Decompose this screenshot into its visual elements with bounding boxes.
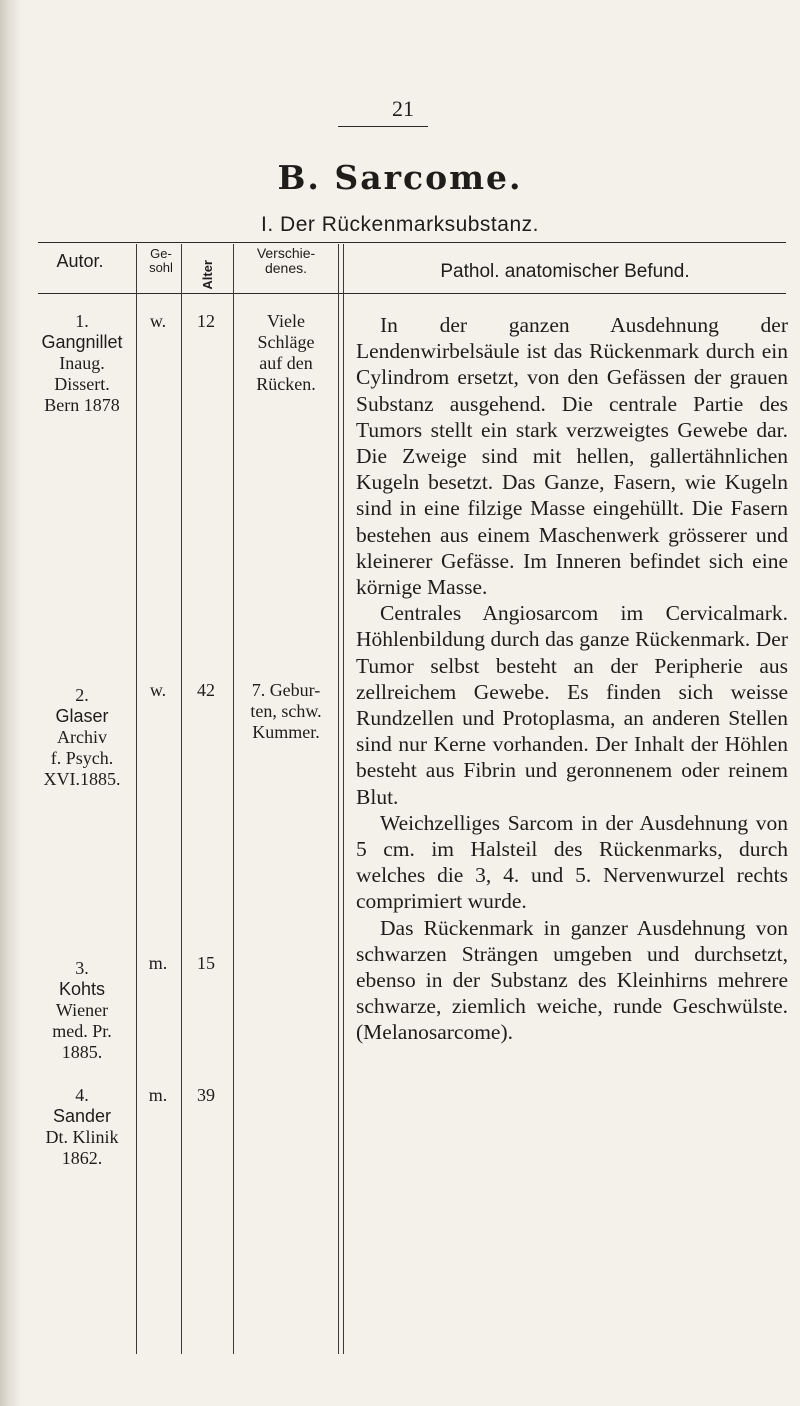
row-1-source-line2: Dissert.	[54, 374, 110, 394]
row-2-autor	[30, 685, 134, 790]
row-3-number: 3.	[75, 958, 89, 978]
column-divider-befund-a	[338, 244, 339, 1354]
befund-paragraph-1: In der ganzen Ausdehnung der Lendenwirbelsäule ist das Rückenmark durch ein Cylindrom ersetzt, von den Gefässen der grauen Substanz ausgehend. Die centrale Partie des Tumors stellt ein stark verzweigtes Gewebe dar. Die Zweige sind mit hellen, gallertähnlichen Kugeln besetzt. Das Ganze, Fasern, wie Kugeln sind in eine filzige Masse eingehüllt. Die Fasern bestehen aus einem Maschenwerk grösserer und kleinerer Gefässe. Im Inneren befindet sich eine körnige Masse.	[356, 313, 788, 600]
header-verschiedenes-line1: Verschie-	[256, 245, 316, 261]
section-title: B. Sarcome.	[277, 158, 523, 197]
row-1-geschlecht: w.	[149, 311, 167, 331]
row-3-author-name: Kohts	[58, 979, 106, 999]
row-4-alter: 39	[197, 1085, 215, 1105]
row-1-verschiedenes	[236, 311, 336, 395]
befund-paragraph-3: Weichzelliges Sarcom in der Ausdehnung von 5 cm. im Halsteil des Rückenmarks, durch welches die 3, 4. und 5. Nervenwurzel rechts comprimiert wurde.	[356, 810, 788, 914]
table-top-rule	[38, 242, 786, 243]
row-4-source-line2: 1862.	[61, 1148, 103, 1168]
row-1-versch-line3: auf den	[259, 353, 313, 373]
befund-column	[356, 312, 788, 1046]
row-3-source-line3: 1885.	[61, 1042, 103, 1062]
row-1-source-line1: Inaug.	[59, 353, 105, 373]
page-number: 21	[392, 96, 414, 121]
row-1-alter: 12	[197, 311, 215, 331]
row-1-author-name: Gangnillet	[41, 332, 123, 352]
row-2-versch-line3: Kummer.	[252, 722, 320, 742]
header-geschlecht-line2: sohl	[149, 259, 173, 275]
row-2-source-line1: Archiv	[57, 727, 107, 747]
row-1-number: 1.	[75, 311, 89, 331]
row-1-versch-line1: Viele	[267, 311, 305, 331]
table-header-rule	[38, 293, 786, 294]
row-3-alter: 15	[197, 953, 215, 973]
row-1-autor	[30, 311, 134, 416]
row-2-versch-line2: ten, schw.	[250, 701, 322, 721]
row-2-source-line2: f. Psych.	[50, 748, 114, 768]
row-2-alter: 42	[197, 680, 215, 700]
header-verschiedenes	[236, 246, 336, 275]
column-divider-geschlecht	[136, 244, 137, 1354]
header-befund: Pathol. anatomischer Befund.	[440, 261, 690, 282]
column-divider-befund-b	[343, 244, 344, 1354]
header-geschlecht	[137, 247, 185, 274]
row-1-source-line3: Bern 1878	[44, 395, 120, 415]
header-verschiedenes-line2: denes.	[264, 259, 308, 276]
row-3-geschlecht: m.	[148, 953, 168, 973]
row-3-source-line2: med. Pr.	[52, 1021, 112, 1041]
row-3-source-line1: Wiener	[55, 1000, 109, 1020]
row-4-autor	[30, 1085, 134, 1169]
row-2-number: 2.	[75, 685, 89, 705]
row-2-geschlecht: w.	[149, 680, 167, 700]
befund-paragraph-4: Das Rückenmark in ganzer Ausdehnung von schwarzen Strängen umgeben und durchsetzt, ebenso in der Substanz des Kleinhirns mehrere schwarze, ziemlich weiche, runde Geschwülste.(Melanosarcome).	[356, 915, 788, 1045]
scan-binding-edge	[0, 0, 22, 1406]
page-number-underline	[338, 126, 428, 127]
row-1-versch-line2: Schläge	[257, 332, 315, 352]
row-4-number: 4.	[75, 1085, 89, 1105]
header-geschlecht-line1: Ge-	[150, 246, 172, 261]
row-2-author-name: Glaser	[55, 706, 109, 726]
row-4-source-line1: Dt. Klinik	[45, 1127, 119, 1147]
row-2-verschiedenes	[236, 680, 336, 743]
row-4-geschlecht: m.	[148, 1085, 168, 1105]
header-autor: Autor.	[56, 251, 104, 271]
row-2-versch-line1: 7. Gebur-	[251, 680, 321, 700]
row-3-autor	[30, 958, 134, 1063]
row-4-author-name: Sander	[52, 1106, 112, 1126]
column-divider-verschiedenes	[233, 244, 234, 1354]
row-2-source-line3: XVI.1885.	[43, 769, 121, 789]
column-divider-alter	[181, 244, 182, 1354]
befund-paragraph-2: Centrales Angiosarcom im Cervicalmark. Höhlenbildung durch das ganze Rückenmark. Der Tumor selbst besteht an der Peripherie aus zellreichem Gewebe. Es finden sich weisse Rundzellen und Protoplasma, an anderen Stellen sind nur Kerne vorhanden. Der Inhalt der Höhlen besteht aus Fibrin und geronnenem oder reinem Blut.	[356, 601, 788, 809]
header-alter: Alter	[200, 260, 216, 290]
subsection-title: I. Der Rückenmarksubstanz.	[261, 213, 539, 236]
row-1-versch-line4: Rücken.	[256, 374, 316, 394]
